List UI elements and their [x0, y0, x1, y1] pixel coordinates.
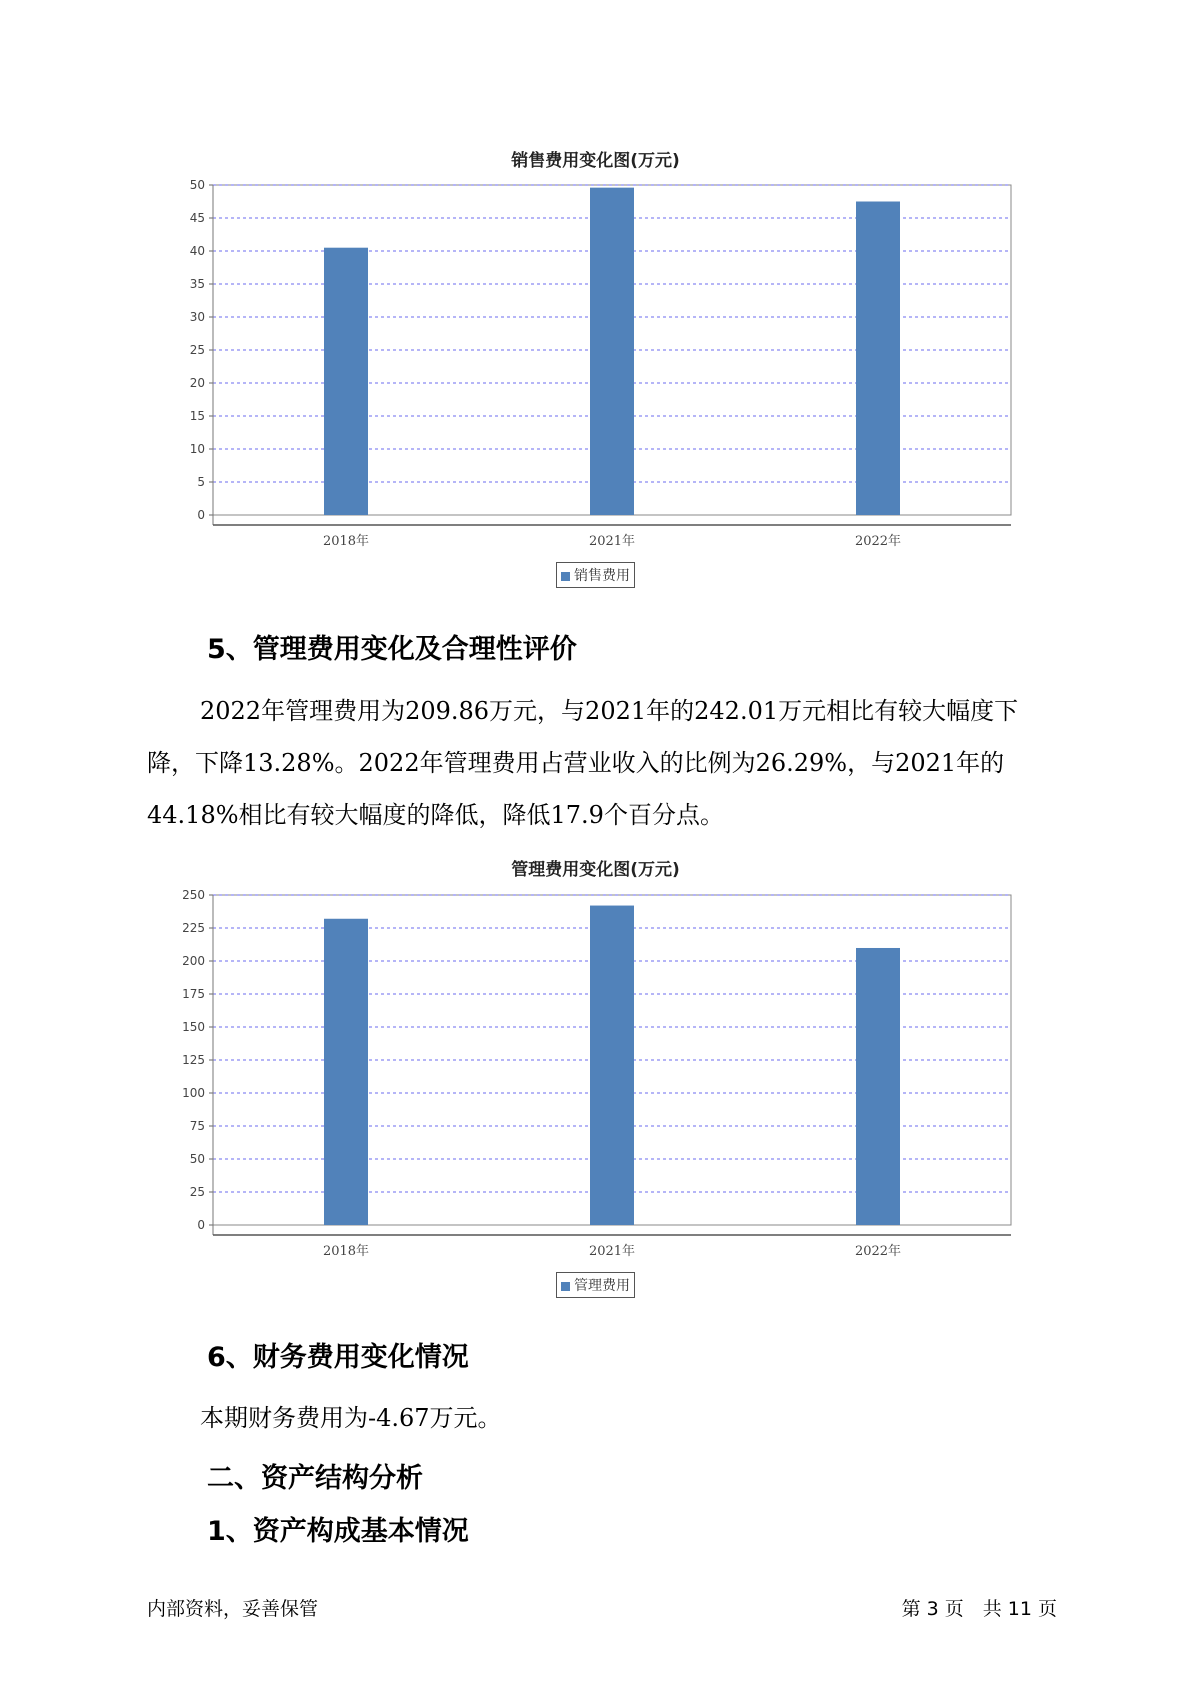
bar: [324, 248, 368, 515]
footer-page-number: 第 3 页 共 11 页: [901, 1598, 1057, 1620]
y-tick-label: 75: [189, 1119, 205, 1133]
y-tick-label: 30: [189, 310, 205, 324]
part2-heading: 二、资产结构分析: [207, 1463, 423, 1494]
legend-admin-expense: [556, 1272, 635, 1298]
y-tick-label: 20: [189, 376, 205, 390]
legend-label: 管理费用: [574, 1278, 630, 1294]
y-tick-label: 175: [182, 987, 205, 1001]
y-tick-label: 0: [197, 1218, 205, 1232]
y-tick-label: 15: [189, 409, 205, 423]
y-tick-label: 0: [197, 508, 205, 522]
x-tick-label: 2021年: [588, 1244, 636, 1259]
y-tick-label: 35: [189, 277, 205, 291]
section5-paragraph: 2022年管理费用为209.86万元，与2021年的242.01万元相比有较大幅度下降，下降13.28%。2022年管理费用占营业收入的比例为26.29%，与2021年的44.18%相比有较大幅度的降低，降低17.9个百分点。: [147, 697, 1019, 829]
chart-admin-expense: [0, 880, 1191, 1260]
bar: [590, 906, 634, 1225]
y-tick-label: 50: [189, 1152, 205, 1166]
y-tick-label: 50: [189, 178, 205, 192]
x-tick-label: 2022年: [854, 534, 902, 549]
section6-heading: 6、财务费用变化情况: [207, 1342, 469, 1373]
bar: [324, 919, 368, 1225]
y-tick-label: 125: [182, 1053, 205, 1067]
bar: [590, 188, 634, 515]
chart-title-admin-expense: 管理费用变化图(万元): [511, 860, 680, 880]
x-tick-label: 2022年: [854, 1244, 902, 1259]
legend-swatch: [561, 1282, 570, 1291]
y-tick-label: 225: [182, 921, 205, 935]
x-tick-label: 2021年: [588, 534, 636, 549]
y-tick-label: 200: [182, 954, 205, 968]
section5-heading: 5、管理费用变化及合理性评价: [207, 634, 577, 665]
bar: [856, 202, 900, 516]
y-tick-label: 10: [189, 442, 205, 456]
legend-sales-expense: [556, 562, 635, 588]
bar: [856, 948, 900, 1225]
chart-title-sales-expense: 销售费用变化图(万元): [511, 151, 680, 171]
x-tick-label: 2018年: [322, 534, 370, 549]
x-tick-label: 2018年: [322, 1244, 370, 1259]
y-tick-label: 45: [189, 211, 205, 225]
y-tick-label: 5: [197, 475, 205, 489]
legend-swatch: [561, 572, 570, 581]
legend-label: 销售费用: [574, 568, 630, 584]
y-tick-label: 100: [182, 1086, 205, 1100]
y-tick-label: 25: [189, 1185, 205, 1199]
y-tick-label: 150: [182, 1020, 205, 1034]
section6-paragraph: 本期财务费用为-4.67万元。: [200, 1404, 502, 1432]
y-tick-label: 40: [189, 244, 205, 258]
sub1-heading: 1、资产构成基本情况: [207, 1516, 469, 1547]
footer-left: 内部资料，妥善保管: [147, 1598, 319, 1620]
y-tick-label: 250: [182, 888, 205, 902]
chart-sales-expense: [0, 170, 1191, 550]
y-tick-label: 25: [189, 343, 205, 357]
